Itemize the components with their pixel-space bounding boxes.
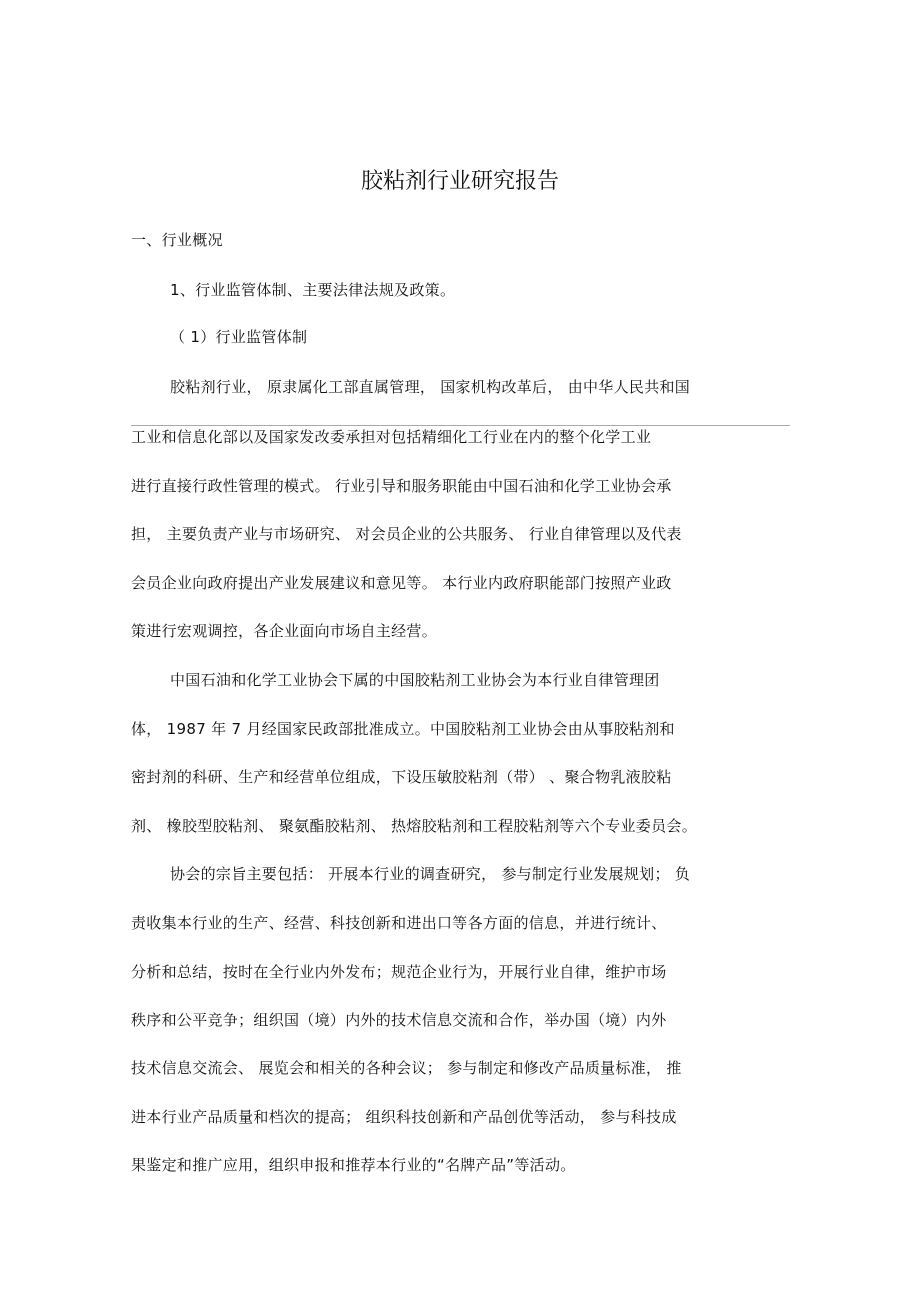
- subsection-heading: 1、行业监管体制、主要法律法规及政策。: [170, 281, 456, 299]
- text-line: 果鉴定和推广应用，组织申报和推荐本行业的“名牌产品”等活动。: [131, 1156, 576, 1174]
- text-line: 工业和信息化部以及国家发改委承担对包括精细化工行业在内的整个化学工业: [131, 428, 652, 446]
- text-line: 进行直接行政性管理的模式。 行业引导和服务职能由中国石油和化学工业协会承: [131, 477, 672, 495]
- document-title: 胶粘剂行业研究报告: [360, 169, 559, 194]
- text-line: 担， 主要负责产业与市场研究、 对会员企业的公共服务、 行业自律管理以及代表: [131, 525, 682, 543]
- text-line: 秩序和公平竞争；组织国（境）内外的技术信息交流和合作，举办国（境）内外: [131, 1011, 667, 1029]
- text-line: 密封剂的科研、生产和经营单位组成，下设压敏胶粘剂（带） 、聚合物乳液胶粘: [131, 768, 672, 786]
- section-heading: 一、行业概况: [131, 231, 223, 249]
- text-line: 策进行宏观调控，各企业面向市场自主经营。: [131, 622, 438, 640]
- text-line: 剂、 橡胶型胶粘剂、 聚氨酯胶粘剂、 热熔胶粘剂和工程胶粘剂等六个专业委员会。: [131, 817, 698, 835]
- text-line: 中国石油和化学工业协会下属的中国胶粘剂工业协会为本行业自律管理团: [170, 671, 660, 689]
- text-line: 技术信息交流会、 展览会和相关的各种会议； 参与制定和修改产品质量标准， 推: [131, 1059, 682, 1077]
- text-line: 会员企业向政府提出产业发展建议和意见等。 本行业内政府职能部门按照产业政: [131, 574, 672, 592]
- text-line: 胶粘剂行业， 原隶属化工部直属管理， 国家机构改革后， 由中华人民共和国: [170, 378, 691, 396]
- text-line: 体， 1987 年 7 月经国家民政部批准成立。中国胶粘剂工业协会由从事胶粘剂和: [131, 720, 675, 738]
- text-line: 责收集本行业的生产、经营、科技创新和进出口等各方面的信息，并进行统计、: [131, 914, 667, 932]
- divider-line: [131, 425, 790, 426]
- subsubsection-heading: （ 1）行业监管体制: [170, 328, 308, 346]
- text-line: 分析和总结，按时在全行业内外发布；规范企业行为，开展行业自律，维护市场: [131, 963, 667, 981]
- text-line: 协会的宗旨主要包括： 开展本行业的调查研究， 参与制定行业发展规划； 负: [170, 865, 691, 883]
- text-line: 进本行业产品质量和档次的提高； 组织科技创新和产品创优等活动， 参与科技成: [131, 1108, 677, 1126]
